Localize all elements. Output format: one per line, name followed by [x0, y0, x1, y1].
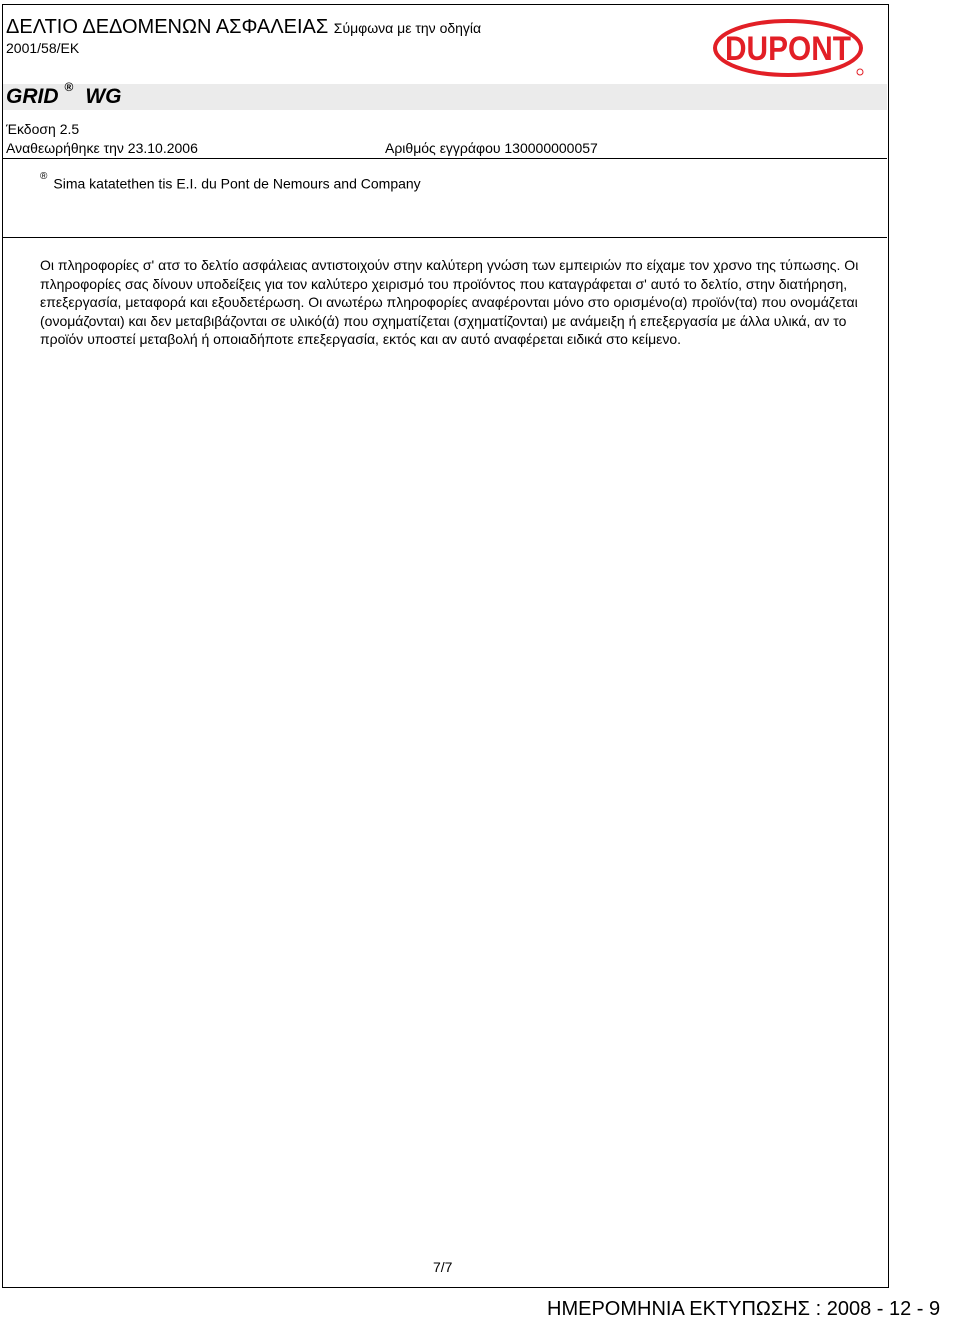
trademark-symbol: ®	[40, 171, 48, 182]
print-date: ΗΜΕΡΟΜΗΝΙΑ ΕΚΤΥΠΩΣΗΣ : 2008 - 12 - 9	[547, 1298, 941, 1320]
product-title: GRID	[6, 85, 59, 108]
version: Έκδοση 2.5	[6, 121, 80, 137]
title-subtitle: Σύμφωνα με την οδηγία	[333, 20, 482, 36]
document-title	[6, 16, 481, 39]
registered-mark: ®	[64, 80, 74, 94]
section-divider	[3, 237, 887, 238]
logo-text: DUPONT	[725, 30, 852, 68]
document-number: Αριθμός εγγράφου 130000000057	[385, 140, 598, 156]
document-frame	[2, 4, 889, 1288]
header-divider	[3, 158, 887, 159]
title-main: ΔΕΛΤΙΟ ΔΕΔΟΜΕΝΩΝ ΑΣΦΑΛΕΙΑΣ	[6, 16, 329, 38]
trademark-notice	[40, 171, 421, 192]
trademark-text: Sima katatethen tis E.I. du Pont de Nemours and Company	[53, 175, 421, 192]
dupont-logo	[712, 18, 868, 78]
page-number: 7/7	[433, 1259, 453, 1275]
product-name	[6, 80, 122, 109]
product-suffix: WG	[85, 85, 122, 108]
disclaimer-text: Οι πληροφορίες σ' ατσ το δελτίο ασφάλειας αντιστοιχούν στην καλύτερη γνώση των εμπειριών πο είχαμε τον χρσνο της τύπωσης. Οι πληροφορίες σας δίνουν υποδείξεις για τον καλύτερο χειρισμό του προϊόντος που καταγράφεται σ' αυτό το δελτίο, στην διατήρηση, επεξεργασία, μεταφορά και εξουδετέρωση. Οι ανωτέρω πληροφορίες αναφέρονται μόνο στο ορισμένο(α) προϊόν(τα) που ονομάζεται (ονομάζονται) και δεν μεταβιβάζονται σε υλικό(ά) που σχηματίζεται (σχηματίζονται) με ανάμειξη ή επεξεργασία με άλλα υλικά, αν το προϊόν υποστεί μεταβολή ή οποιαδήποτε επεξεργασία, εκτός και αν αυτό αναφέρεται ειδικά στο κείμενο.	[40, 257, 859, 348]
product-bar	[3, 84, 887, 110]
directive-number: 2001/58/ΕΚ	[6, 40, 80, 56]
revision-date: Αναθεωρήθηκε την 23.10.2006	[6, 140, 198, 156]
